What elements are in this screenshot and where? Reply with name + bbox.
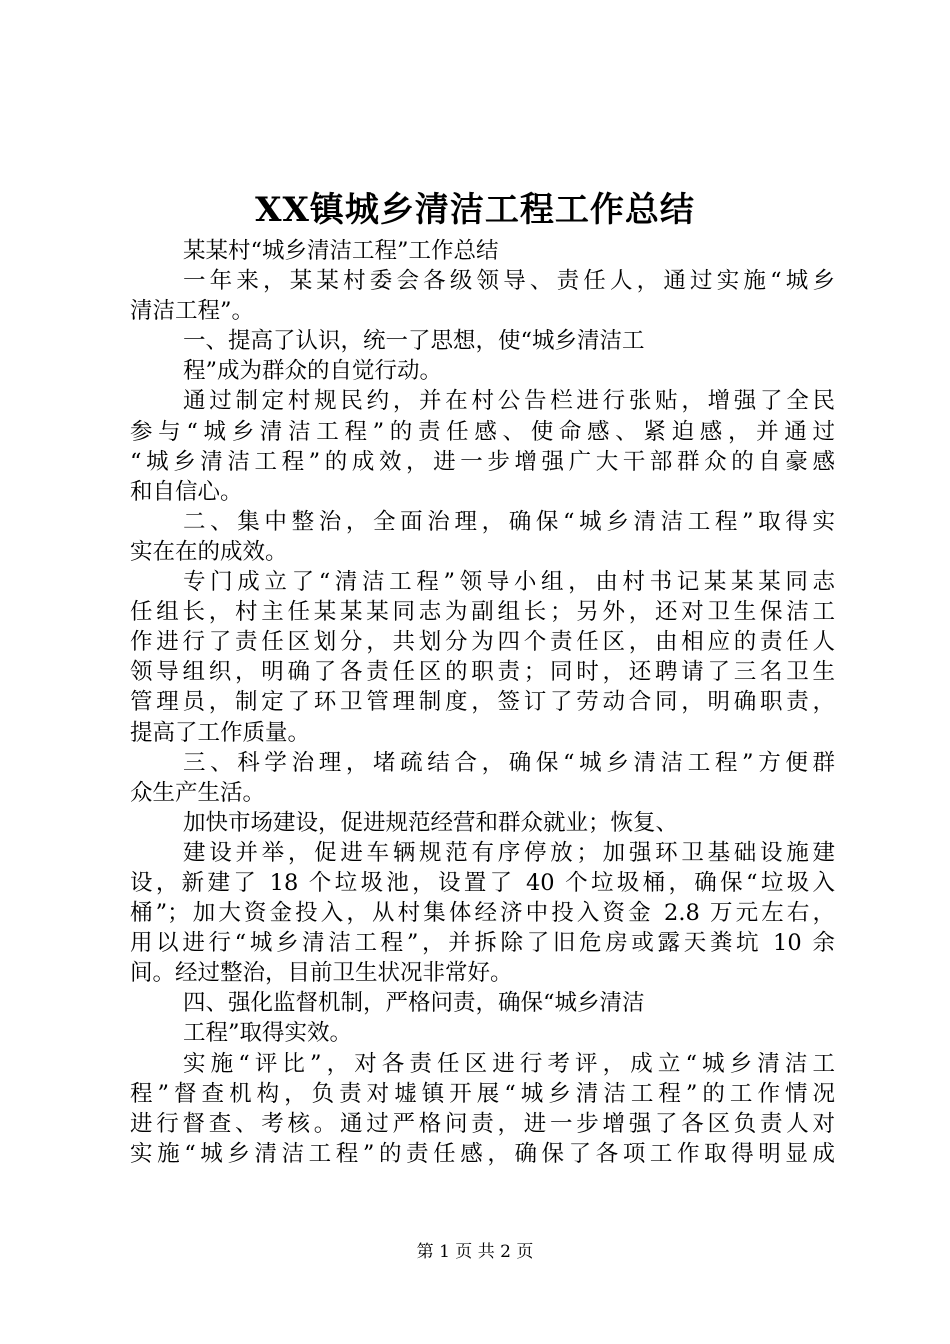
text-line: 二、集中整治，全面治理，确保“城乡清洁工程”取得实: [183, 508, 835, 535]
text-line: 三、科学治理，堵疏结合，确保“城乡清洁工程”方便群: [183, 749, 835, 776]
text-line: 实在在的成效。: [130, 538, 288, 565]
text-line: 建设并举，促进车辆规范有序停放；加强环卫基础设施建: [183, 839, 835, 866]
text-line: 一、提高了认识，统一了思想，使“城乡清洁工: [183, 328, 645, 355]
text-line: 程”成为群众的自觉行动。: [183, 358, 443, 385]
text-line: 通过制定村规民约，并在村公告栏进行张贴，增强了全民: [183, 388, 835, 415]
text-line: 用以进行“城乡清洁工程”，并拆除了旧危房或露天粪坑 10 余: [130, 930, 835, 957]
text-line: 清洁工程”。: [130, 298, 255, 325]
text-line: 专门成立了“清洁工程”领导小组，由村书记某某某同志: [183, 569, 835, 596]
text-line: 程”督查机构，负责对墟镇开展“城乡清洁工程”的工作情况: [130, 1080, 835, 1107]
text-line: 领导组织，明确了各责任区的职责；同时，还聘请了三名卫生: [130, 659, 835, 686]
text-line: “城乡清洁工程”的成效，进一步增强广大干部群众的自豪感: [130, 448, 835, 475]
text-line: 众生产生活。: [130, 779, 266, 806]
document-title: XX镇城乡清洁工程工作总结: [255, 190, 695, 230]
text-line: 进行督查、考核。通过严格问责，进一步增强了各区负责人对: [130, 1110, 835, 1137]
text-line: 某某村“城乡清洁工程”工作总结: [183, 238, 499, 264]
text-line: 加快市场建设，促进规范经营和群众就业；恢复、: [183, 809, 679, 836]
text-line: 任组长，村主任某某某同志为副组长；另外，还对卫生保洁工: [130, 599, 835, 626]
text-line: 间。经过整治，目前卫生状况非常好。: [130, 960, 513, 987]
document-body: [130, 236, 835, 1169]
text-line: 作进行了责任区划分，共划分为四个责任区，由相应的责任人: [130, 629, 835, 656]
text-line: 实施“评比”，对各责任区进行考评，成立“城乡清洁工: [183, 1050, 835, 1077]
text-line: 一年来，某某村委会各级领导、责任人，通过实施“城乡: [183, 268, 835, 295]
text-line: 提高了工作质量。: [130, 719, 311, 746]
text-line: 和自信心。: [130, 478, 243, 505]
text-line: 参与“城乡清洁工程”的责任感、使命感、紧迫感，并通过: [130, 418, 835, 445]
text-line: 四、强化监督机制，严格问责，确保“城乡清洁: [183, 990, 645, 1017]
text-line: 桶”；加大资金投入，从村集体经济中投入资金 2.8 万元左右，: [130, 900, 835, 927]
text-line: 管理员，制定了环卫管理制度，签订了劳动合同，明确职责，: [130, 689, 835, 716]
text-line: 实施“城乡清洁工程”的责任感，确保了各项工作取得明显成: [130, 1140, 835, 1167]
text-line: 工程”取得实效。: [183, 1020, 353, 1047]
page-footer: 第 1 页 共 2 页: [416, 1242, 534, 1262]
text-line: 设，新建了 18 个垃圾池，设置了 40 个垃圾桶，确保“垃圾入: [130, 869, 835, 896]
